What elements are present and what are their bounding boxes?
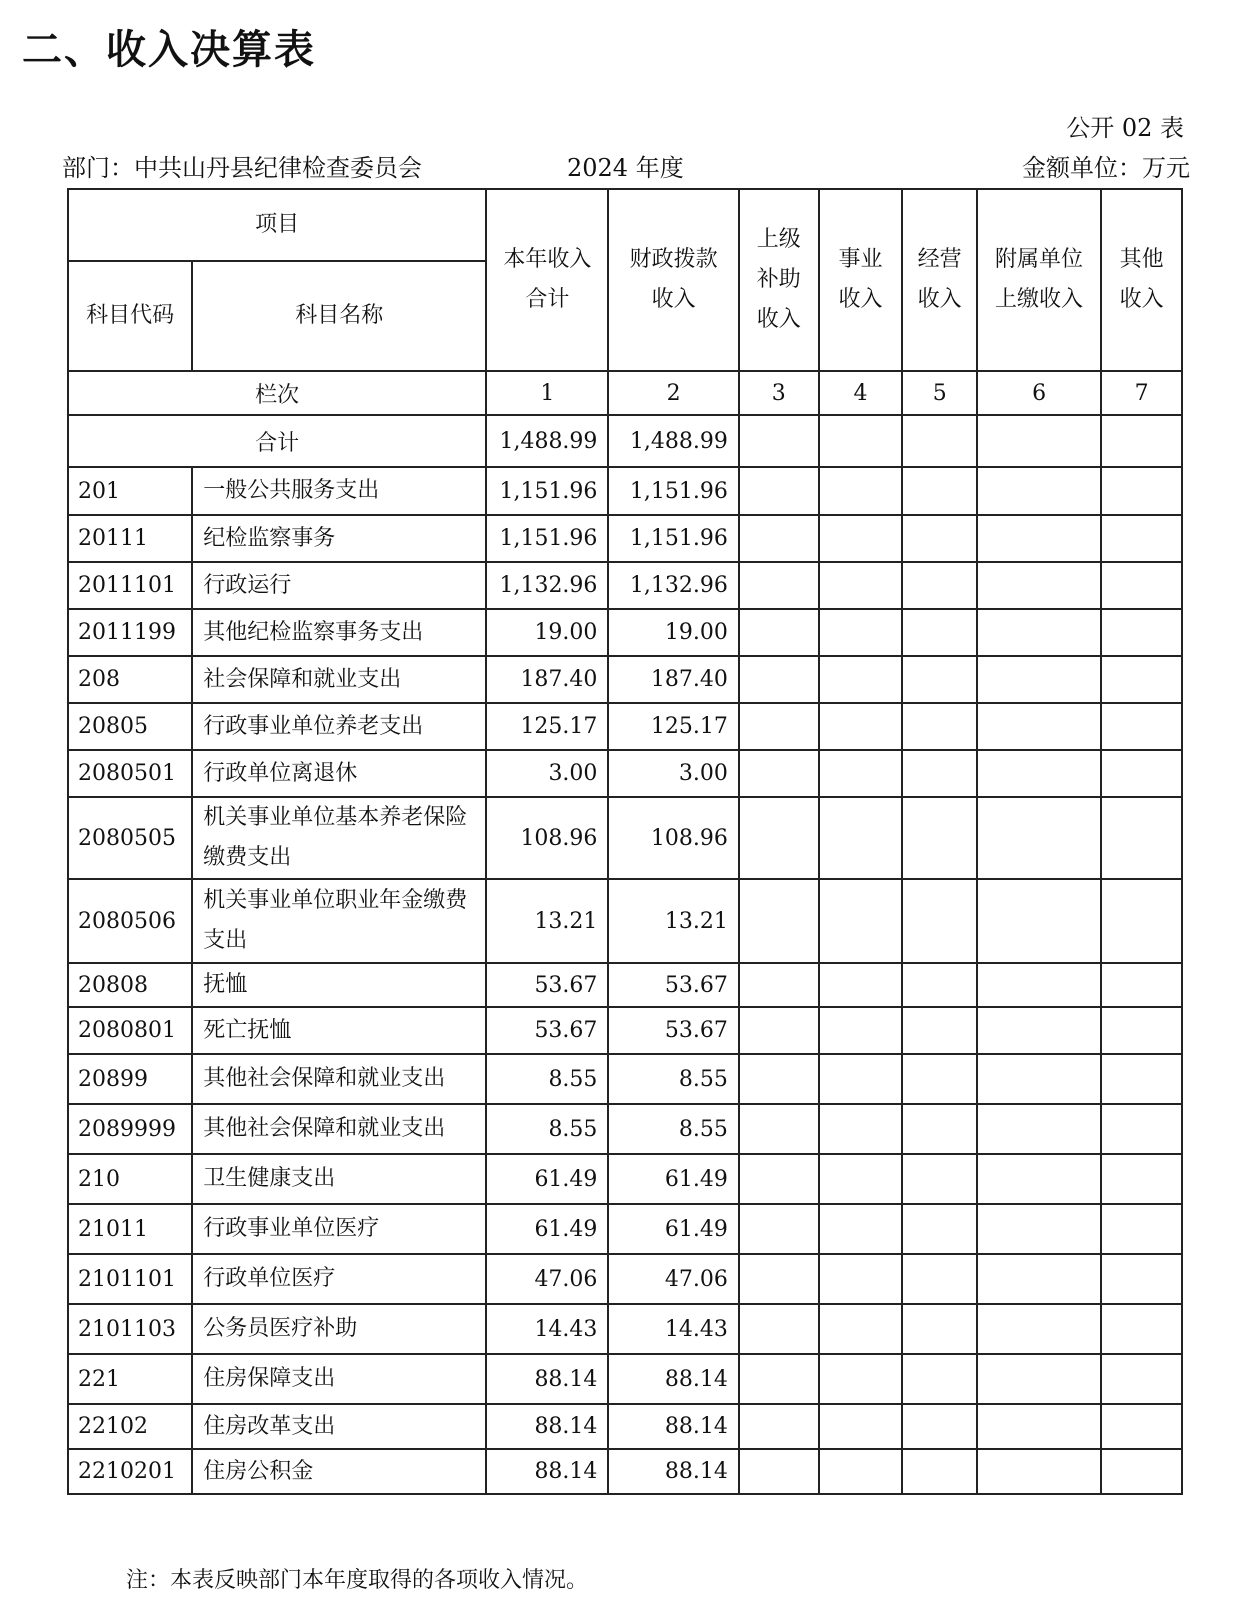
subject-code: 2101103 [68,1304,192,1354]
amount-cell [902,1254,977,1304]
table-row [68,562,1182,609]
subject-name: 机关事业单位职业年金缴费支出 [192,879,486,963]
table-row [68,797,1182,879]
amount-cell [1101,1304,1182,1354]
amount-cell [819,703,903,750]
amount-cell [902,1154,977,1204]
amount-cell [977,1154,1101,1204]
amount-cell [1101,797,1182,879]
total-label: 合计 [68,415,486,467]
amount-cell: 14.43 [486,1304,608,1354]
subject-code: 2089999 [68,1104,192,1154]
amount-cell [819,1007,903,1054]
amount-cell [819,750,903,797]
amount-cell [1101,609,1182,656]
amount-cell [739,1007,819,1054]
subject-name: 住房公积金 [192,1449,486,1494]
amount-cell: 61.49 [608,1204,738,1254]
total-value: 1,488.99 [486,415,608,467]
amount-cell: 187.40 [486,656,608,703]
table-row [68,750,1182,797]
amount-cell [739,1154,819,1204]
amount-cell: 1,151.96 [608,515,738,562]
amount-cell [902,797,977,879]
total-value [739,415,819,467]
amount-cell: 3.00 [486,750,608,797]
amount-cell [1101,1449,1182,1494]
amount-cell [819,1054,903,1104]
subject-name: 纪检监察事务 [192,515,486,562]
amount-cell [739,609,819,656]
table-row [68,1154,1182,1204]
column-number: 7 [1101,371,1182,415]
subject-code: 20899 [68,1054,192,1104]
amount-cell [902,1104,977,1154]
amount-cell [739,1304,819,1354]
amount-cell [977,963,1101,1007]
total-value [1101,415,1182,467]
amount-cell [1101,1054,1182,1104]
amount-cell [977,1007,1101,1054]
amount-cell [1101,467,1182,515]
fiscal-year: 2024 年度 [567,154,684,182]
amount-cell [902,703,977,750]
amount-cell [977,609,1101,656]
amount-cell: 88.14 [608,1404,738,1449]
amount-cell [739,879,819,963]
amount-cell [819,1104,903,1154]
subject-code: 2080501 [68,750,192,797]
amount-cell [977,515,1101,562]
amount-cell: 125.17 [486,703,608,750]
amount-cell: 1,132.96 [608,562,738,609]
amount-cell [1101,1007,1182,1054]
amount-cell [739,656,819,703]
amount-cell: 53.67 [486,963,608,1007]
amount-cell [1101,1254,1182,1304]
income-final-accounts-table [67,188,1183,1495]
subject-name: 卫生健康支出 [192,1154,486,1204]
amount-cell [902,879,977,963]
amount-cell: 88.14 [486,1354,608,1404]
total-value [902,415,977,467]
amount-cell [739,797,819,879]
subject-name: 住房保障支出 [192,1354,486,1404]
amount-cell [902,515,977,562]
amount-cell: 88.14 [486,1404,608,1449]
amount-cell [819,797,903,879]
subject-name: 社会保障和就业支出 [192,656,486,703]
subject-name: 公务员医疗补助 [192,1304,486,1354]
amount-cell [902,1404,977,1449]
amount-cell: 3.00 [608,750,738,797]
amount-cell: 88.14 [608,1449,738,1494]
amount-cell [819,1204,903,1254]
amount-cell [819,609,903,656]
subject-name: 抚恤 [192,963,486,1007]
amount-cell [819,656,903,703]
amount-cell [739,703,819,750]
amount-cell [902,1304,977,1354]
amount-cell [1101,963,1182,1007]
subject-code: 2011101 [68,562,192,609]
amount-cell: 1,132.96 [486,562,608,609]
subject-name: 行政运行 [192,562,486,609]
amount-cell: 19.00 [608,609,738,656]
amount-cell [1101,879,1182,963]
amount-cell [739,1204,819,1254]
table-row [68,1104,1182,1154]
subject-code: 2080801 [68,1007,192,1054]
amount-cell [739,963,819,1007]
amount-cell: 108.96 [486,797,608,879]
amount-cell: 8.55 [486,1054,608,1104]
amount-cell [819,963,903,1007]
table-row [68,1449,1182,1494]
subject-name: 死亡抚恤 [192,1007,486,1054]
amount-cell [739,1104,819,1154]
subject-name: 行政单位医疗 [192,1254,486,1304]
subject-name: 其他社会保障和就业支出 [192,1054,486,1104]
amount-cell [739,515,819,562]
header-subject-name: 科目名称 [192,261,486,371]
subject-code: 2210201 [68,1449,192,1494]
amount-cell [902,963,977,1007]
subject-code: 20111 [68,515,192,562]
amount-cell [819,1354,903,1404]
table-row [68,879,1182,963]
amount-cell: 8.55 [608,1104,738,1154]
amount-cell [902,1007,977,1054]
amount-cell: 47.06 [486,1254,608,1304]
amount-cell [977,656,1101,703]
subject-code: 201 [68,467,192,515]
amount-cell: 53.67 [608,1007,738,1054]
table-row [68,1007,1182,1054]
amount-cell: 88.14 [486,1449,608,1494]
amount-cell [902,562,977,609]
amount-unit: 金额单位：万元 [1022,154,1190,182]
amount-cell [902,1449,977,1494]
amount-cell: 88.14 [608,1354,738,1404]
amount-cell [1101,750,1182,797]
table-row [68,703,1182,750]
subject-code: 2011199 [68,609,192,656]
subject-code: 2080506 [68,879,192,963]
footnote: 注：本表反映部门本年度取得的各项收入情况。 [126,1568,589,1593]
amount-cell: 125.17 [608,703,738,750]
amount-cell [819,467,903,515]
subject-name: 行政事业单位养老支出 [192,703,486,750]
total-value [977,415,1101,467]
amount-cell [1101,1204,1182,1254]
amount-cell [819,1449,903,1494]
total-row [68,415,1182,467]
amount-cell: 187.40 [608,656,738,703]
header-business-income: 事业收入 [819,189,903,371]
amount-cell [819,1404,903,1449]
total-value [819,415,903,467]
amount-cell [977,750,1101,797]
header-subsidiary-remittance: 附属单位上缴收入 [977,189,1101,371]
amount-cell [739,1449,819,1494]
amount-cell: 8.55 [608,1054,738,1104]
header-superior-subsidy: 上级补助收入 [739,189,819,371]
column-number: 5 [902,371,977,415]
column-number: 3 [739,371,819,415]
subject-code: 21011 [68,1204,192,1254]
amount-cell [739,1254,819,1304]
amount-cell: 1,151.96 [486,515,608,562]
amount-cell [739,1054,819,1104]
amount-cell [1101,1154,1182,1204]
table-row [68,963,1182,1007]
amount-cell [977,562,1101,609]
subject-code: 20805 [68,703,192,750]
amount-cell [977,1449,1101,1494]
header-total-income: 本年收入合计 [486,189,608,371]
header-other-income: 其他收入 [1101,189,1182,371]
column-number: 6 [977,371,1101,415]
header-operating-income: 经营收入 [902,189,977,371]
amount-cell: 8.55 [486,1104,608,1154]
table-row [68,1304,1182,1354]
amount-cell: 13.21 [486,879,608,963]
amount-cell: 13.21 [608,879,738,963]
amount-cell [739,750,819,797]
amount-cell [819,515,903,562]
amount-cell [977,797,1101,879]
department-label: 部门：中共山丹县纪律检查委员会 [62,154,422,182]
amount-cell [1101,515,1182,562]
amount-cell: 47.06 [608,1254,738,1304]
amount-cell [739,467,819,515]
table-row [68,1354,1182,1404]
amount-cell: 61.49 [486,1154,608,1204]
amount-cell [977,467,1101,515]
amount-cell [1101,562,1182,609]
header-project: 项目 [68,189,486,261]
subject-code: 2080505 [68,797,192,879]
amount-cell: 61.49 [608,1154,738,1204]
amount-cell: 53.67 [608,963,738,1007]
amount-cell: 108.96 [608,797,738,879]
subject-code: 221 [68,1354,192,1404]
header-subject-code: 科目代码 [68,261,192,371]
amount-cell [1101,1104,1182,1154]
amount-cell [977,703,1101,750]
amount-cell: 1,151.96 [608,467,738,515]
subject-name: 行政事业单位医疗 [192,1204,486,1254]
subject-code: 2101101 [68,1254,192,1304]
subject-name: 其他纪检监察事务支出 [192,609,486,656]
amount-cell [739,1354,819,1404]
amount-cell [739,1404,819,1449]
meta-line [62,148,1190,182]
total-value: 1,488.99 [608,415,738,467]
subject-code: 22102 [68,1404,192,1449]
amount-cell [977,879,1101,963]
amount-cell [819,1154,903,1204]
amount-cell [902,1204,977,1254]
amount-cell [1101,1404,1182,1449]
amount-cell [1101,703,1182,750]
amount-cell: 14.43 [608,1304,738,1354]
amount-cell [902,609,977,656]
amount-cell [1101,656,1182,703]
amount-cell [739,562,819,609]
amount-cell: 61.49 [486,1204,608,1254]
table-row [68,515,1182,562]
amount-cell [977,1104,1101,1154]
subject-name: 机关事业单位基本养老保险缴费支出 [192,797,486,879]
amount-cell: 53.67 [486,1007,608,1054]
amount-cell [819,879,903,963]
subject-name: 住房改革支出 [192,1404,486,1449]
amount-cell [902,1354,977,1404]
column-number: 4 [819,371,903,415]
subject-name: 一般公共服务支出 [192,467,486,515]
table-row [68,609,1182,656]
amount-cell [977,1304,1101,1354]
header-fiscal-appropriation: 财政拨款收入 [608,189,738,371]
amount-cell [902,467,977,515]
column-number: 1 [486,371,608,415]
subject-code: 208 [68,656,192,703]
amount-cell [902,656,977,703]
column-number: 2 [608,371,738,415]
amount-cell [819,1304,903,1354]
amount-cell: 19.00 [486,609,608,656]
amount-cell [977,1054,1101,1104]
table-row [68,1204,1182,1254]
subject-code: 20808 [68,963,192,1007]
amount-cell [819,562,903,609]
column-number-label: 栏次 [68,371,486,415]
amount-cell [902,1054,977,1104]
table-row [68,1404,1182,1449]
page-title: 二、收入决算表 [22,27,316,73]
table-row [68,1054,1182,1104]
amount-cell [819,1254,903,1304]
form-number: 公开 02 表 [1066,114,1184,142]
amount-cell [1101,1354,1182,1404]
amount-cell [977,1254,1101,1304]
subject-name: 行政单位离退休 [192,750,486,797]
subject-code: 210 [68,1154,192,1204]
table-row [68,1254,1182,1304]
amount-cell [977,1404,1101,1449]
amount-cell [902,750,977,797]
amount-cell [977,1354,1101,1404]
amount-cell: 1,151.96 [486,467,608,515]
amount-cell [977,1204,1101,1254]
subject-name: 其他社会保障和就业支出 [192,1104,486,1154]
table-row [68,656,1182,703]
table-row [68,467,1182,515]
